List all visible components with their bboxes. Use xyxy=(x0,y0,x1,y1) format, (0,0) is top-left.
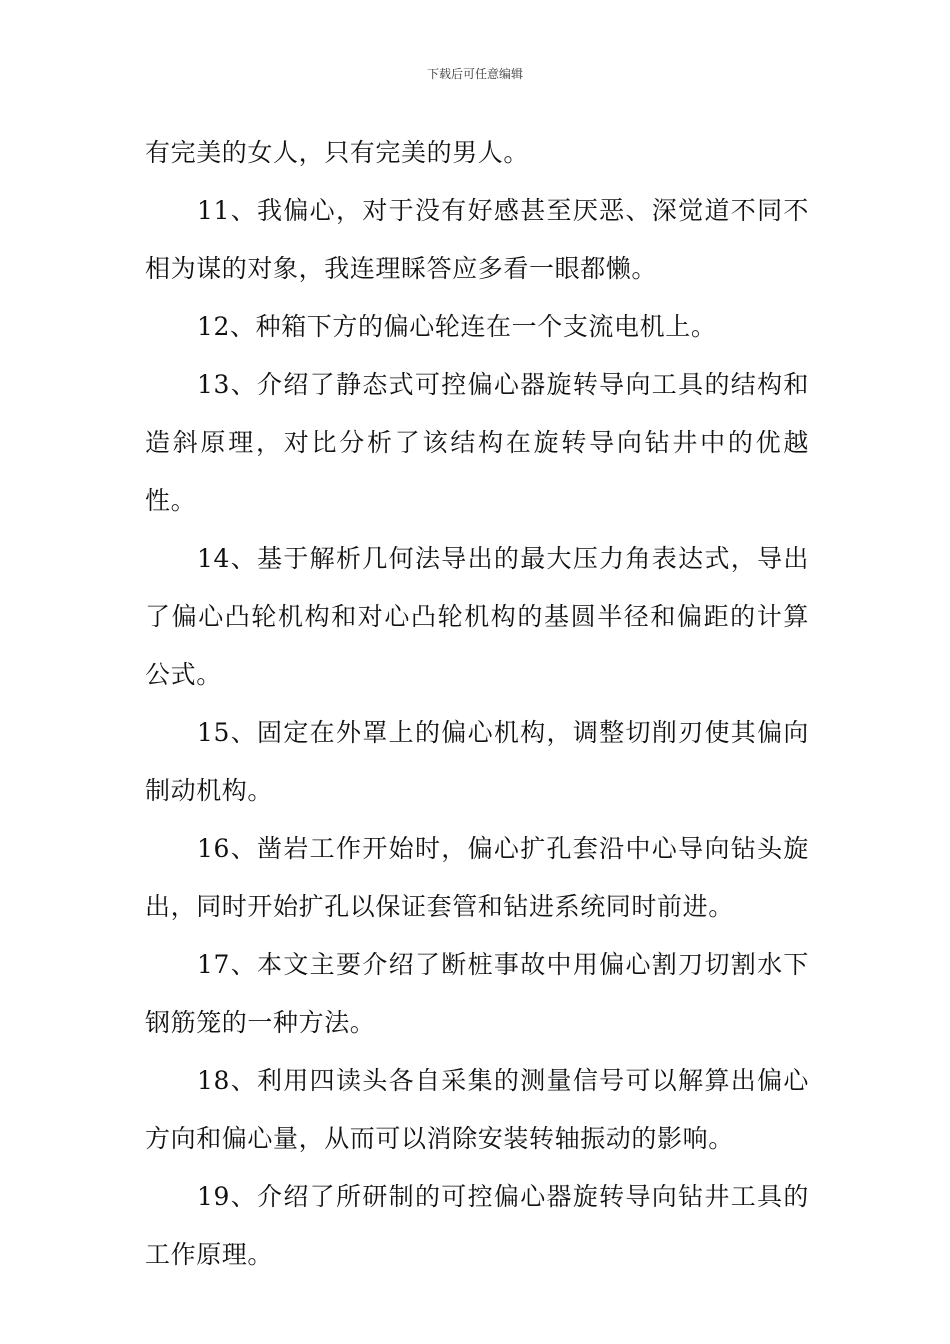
paragraph-item-14: 14、基于解析几何法导出的最大压力角表达式，导出了偏心凸轮机构和对心凸轮机构的基圆半径和偏距的计算公式。 xyxy=(145,544,809,689)
paragraph-item-16: 16、凿岩工作开始时，偏心扩孔套沿中心导向钻头旋出，同时开始扩孔以保证套管和钻进系统同时前进。 xyxy=(145,834,809,921)
paragraph-item-11: 11、我偏心，对于没有好感甚至厌恶、深觉道不同不相为谋的对象，我连理睬答应多看一眼都懒。 xyxy=(145,196,809,283)
paragraph-item-18: 18、利用四读头各自采集的测量信号可以解算出偏心方向和偏心量，从而可以消除安装转轴振动的影响。 xyxy=(145,1066,809,1153)
paragraph-continuation: 有完美的女人，只有完美的男人。 xyxy=(145,138,530,167)
paragraph-item-19: 19、介绍了所研制的可控偏心器旋转导向钻井工具的工作原理。 xyxy=(145,1182,809,1269)
paragraph-item-13: 13、介绍了静态式可控偏心器旋转导向工具的结构和造斜原理，对比分析了该结构在旋转导向钻井中的优越性。 xyxy=(145,370,809,515)
page-header: 下载后可任意编辑 xyxy=(426,67,523,81)
paragraph-item-15: 15、固定在外罩上的偏心机构，调整切削刃使其偏向制动机构。 xyxy=(145,718,809,805)
paragraph-item-17: 17、本文主要介绍了断桩事故中用偏心割刀切割水下钢筋笼的一种方法。 xyxy=(145,950,809,1037)
paragraph-item-12: 12、种箱下方的偏心轮连在一个支流电机上。 xyxy=(197,312,717,341)
document-body xyxy=(145,124,809,1284)
